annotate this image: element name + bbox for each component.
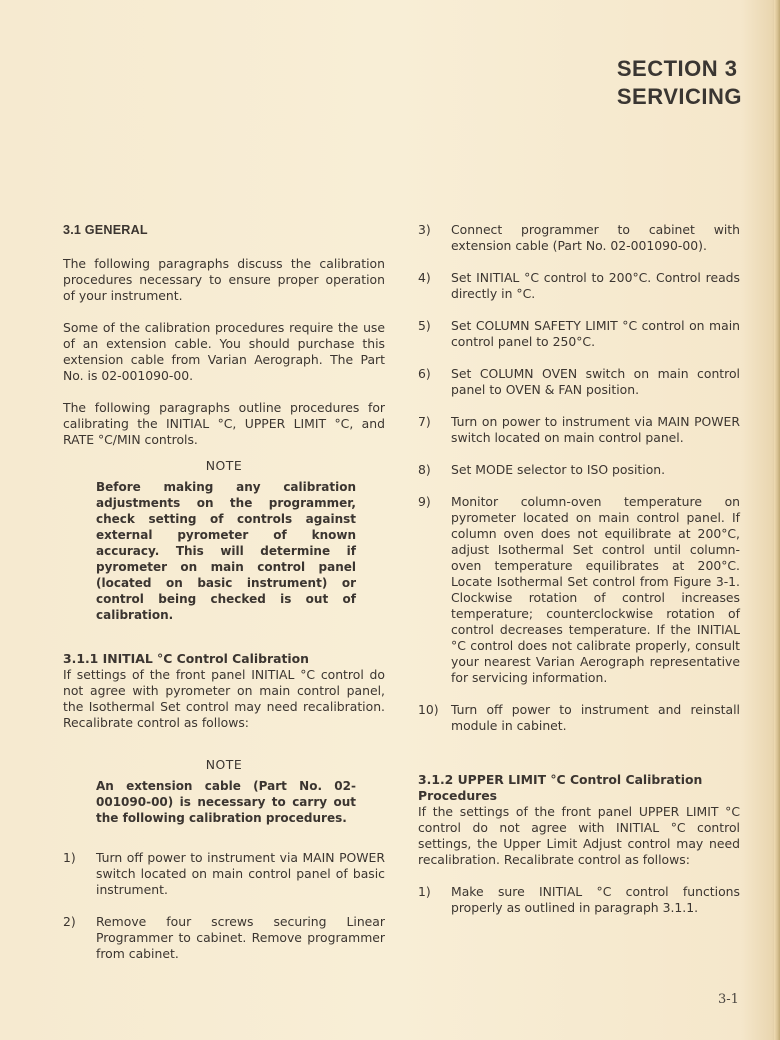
procedure-step xyxy=(418,494,740,686)
general-heading: 3.1 GENERAL xyxy=(63,223,148,237)
step-text: Monitor column-oven temperature on pyrometer located on main control panel. If column oven does not equilibrate at 200°C, adjust Isothermal Set control until column-oven temperature equilibrates at 200°C. Locate Isothermal Set control from Figure 3-1. Clockwise rotation of control increases temperature; counterclockwise rotation of control decreases temperature. If the INITIAL °C control does not calibrate properly, consult your nearest Varian Aerograph representative for servicing information. xyxy=(451,494,740,685)
subsection-heading: 3.1.1 INITIAL °C Control Calibration xyxy=(63,651,309,666)
procedure-step xyxy=(418,270,740,302)
step-text: Set COLUMN SAFETY LIMIT °C control on main control panel to 250°C. xyxy=(451,318,740,349)
step-text: Set MODE selector to ISO position. xyxy=(451,462,666,477)
paragraph: The following paragraphs outline procedures for calibrating the INITIAL °C, UPPER LIMIT °C, and RATE °C/MIN controls. xyxy=(63,400,385,447)
step-text: Turn off power to instrument via MAIN POWER switch located on main control panel of basic instrument. xyxy=(96,850,385,897)
paragraph: The following paragraphs discuss the calibration procedures necessary to ensure proper operation of your instrument. xyxy=(63,256,385,303)
left-column xyxy=(63,222,385,978)
step-text: Remove four screws securing Linear Programmer to cabinet. Remove programmer from cabinet. xyxy=(96,914,385,961)
procedure-step xyxy=(418,414,740,446)
subsection-heading: 3.1.2 UPPER LIMIT °C Control Calibration Procedures xyxy=(418,772,703,803)
procedure-step xyxy=(418,222,740,254)
step-number: 8) xyxy=(418,462,431,477)
step-number: 5) xyxy=(418,318,431,333)
note-body: Before making any calibration adjustments on the programmer, check setting of controls against external pyrometer of known accuracy. This will determine if pyrometer on main control panel (located on basic instrument) or control being checked is out of calibration. xyxy=(96,480,356,622)
procedure-step xyxy=(418,702,740,734)
procedure-step xyxy=(418,884,740,916)
step-number: 1) xyxy=(418,884,431,899)
step-number: 10) xyxy=(418,702,439,717)
page-number: 3-1 xyxy=(718,992,739,1007)
step-number: 9) xyxy=(418,494,431,509)
procedure-step xyxy=(418,462,740,478)
procedure-step xyxy=(63,850,385,898)
step-text: Connect programmer to cabinet with extension cable (Part No. 02-001090-00). xyxy=(451,222,740,253)
paragraph: If the settings of the front panel UPPER LIMIT °C control do not agree with INITIAL °C control settings, the Upper Limit Adjust control may need recalibration. Recalibrate control as follows: xyxy=(418,804,740,867)
step-number: 6) xyxy=(418,366,431,381)
step-text: Turn off power to instrument and reinstall module in cabinet. xyxy=(451,702,740,733)
note-label: NOTE xyxy=(205,458,243,473)
step-number: 3) xyxy=(418,222,431,237)
step-text: Make sure INITIAL °C control functions properly as outlined in paragraph 3.1.1. xyxy=(451,884,740,915)
step-text: Set COLUMN OVEN switch on main control panel to OVEN & FAN position. xyxy=(451,366,740,397)
section-title xyxy=(617,55,742,111)
note-body: An extension cable (Part No. 02-001090-00) is necessary to carry out the following calibration procedures. xyxy=(96,779,356,825)
note-label: NOTE xyxy=(205,757,243,772)
step-text: Set INITIAL °C control to 200°C. Control reads directly in °C. xyxy=(451,270,740,301)
section-name: SERVICING xyxy=(616,84,742,109)
procedure-step xyxy=(418,366,740,398)
step-text: Turn on power to instrument via MAIN POWER switch located on main control panel. xyxy=(451,414,740,445)
step-number: 2) xyxy=(63,914,76,929)
procedure-step xyxy=(418,318,740,350)
step-number: 1) xyxy=(63,850,76,865)
section-number: SECTION 3 xyxy=(616,56,738,81)
right-column xyxy=(418,222,740,932)
paragraph: Some of the calibration procedures require the use of an extension cable. You should purchase this extension cable from Varian Aerograph. The Part No. is 02-001090-00. xyxy=(63,320,385,383)
procedure-step xyxy=(63,914,385,962)
paragraph: If settings of the front panel INITIAL °C control do not agree with pyrometer on main control panel, the Isothermal Set control may need recalibration. Recalibrate control as follows: xyxy=(63,667,385,730)
step-number: 4) xyxy=(418,270,431,285)
page-edge xyxy=(774,0,780,1040)
step-number: 7) xyxy=(418,414,431,429)
